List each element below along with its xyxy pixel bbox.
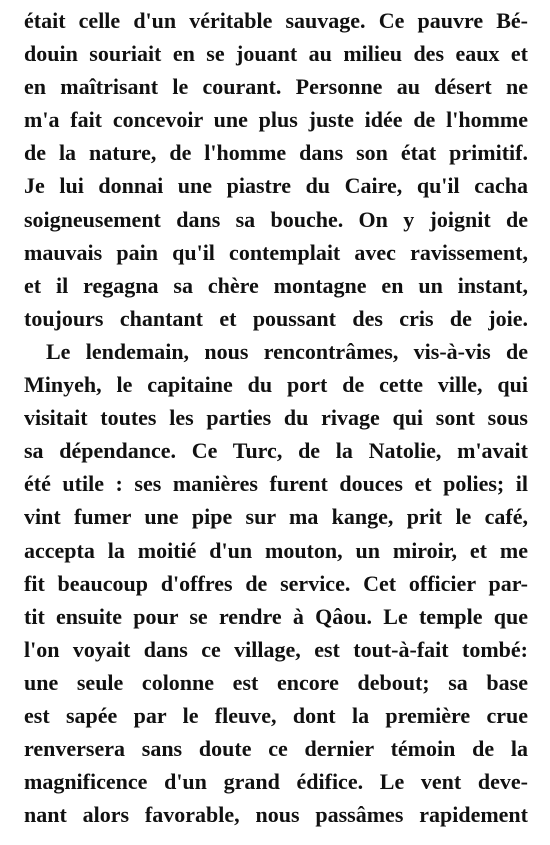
text-line: fit beaucoup d'offres de service. Cet officier par-: [24, 570, 528, 596]
text-line: magnificence d'un grand édifice. Le vent deve-: [24, 769, 528, 795]
paragraph-start-line: Le lendemain, nous rencontrâmes, vis-à-vis de: [46, 338, 528, 364]
text-line: m'a fait concevoir une plus juste idée de l'homme: [24, 107, 528, 133]
text-line: nant alors favorable, nous passâmes rapidement: [24, 802, 528, 828]
text-line: accepta la moitié d'un mouton, un miroir, et me: [24, 537, 528, 563]
text-line: en maîtrisant le courant. Personne au désert ne: [24, 74, 528, 100]
text-line: douin souriait en se jouant au milieu des eaux et: [24, 41, 528, 67]
text-line: vint fumer une pipe sur ma kange, prit le café,: [24, 504, 528, 530]
text-line: l'on voyait dans ce village, est tout-à-fait tombé:: [24, 636, 528, 662]
text-line: est sapée par le fleuve, dont la première crue: [24, 702, 528, 728]
text-line: visitait toutes les parties du rivage qui sont sous: [24, 405, 528, 431]
text-line: était celle d'un véritable sauvage. Ce pauvre Bé-: [24, 8, 528, 33]
text-line: toujours chantant et poussant des cris de joie.: [24, 305, 528, 331]
text-line: soigneusement dans sa bouche. On y joignit de: [24, 206, 528, 232]
text-line: sa dépendance. Ce Turc, de la Natolie, m'avait: [24, 438, 528, 464]
body-text: [24, 4, 528, 831]
text-line: Je lui donnai une piastre du Caire, qu'il cacha: [24, 173, 528, 199]
text-line: mauvais pain qu'il contemplait avec ravissement,: [24, 239, 528, 265]
text-line: une seule colonne est encore debout; sa base: [24, 669, 528, 695]
text-line: et il regagna sa chère montagne en un instant,: [24, 272, 528, 298]
text-line: été utile : ses manières furent douces et polies; il: [24, 471, 528, 497]
text-line: de la nature, de l'homme dans son état primitif.: [24, 140, 528, 166]
text-line: tit ensuite pour se rendre à Qâou. Le temple que: [24, 603, 528, 629]
text-line: renversera sans doute ce dernier témoin de la: [24, 736, 528, 762]
text-line: Minyeh, le capitaine du port de cette ville, qui: [24, 372, 528, 398]
